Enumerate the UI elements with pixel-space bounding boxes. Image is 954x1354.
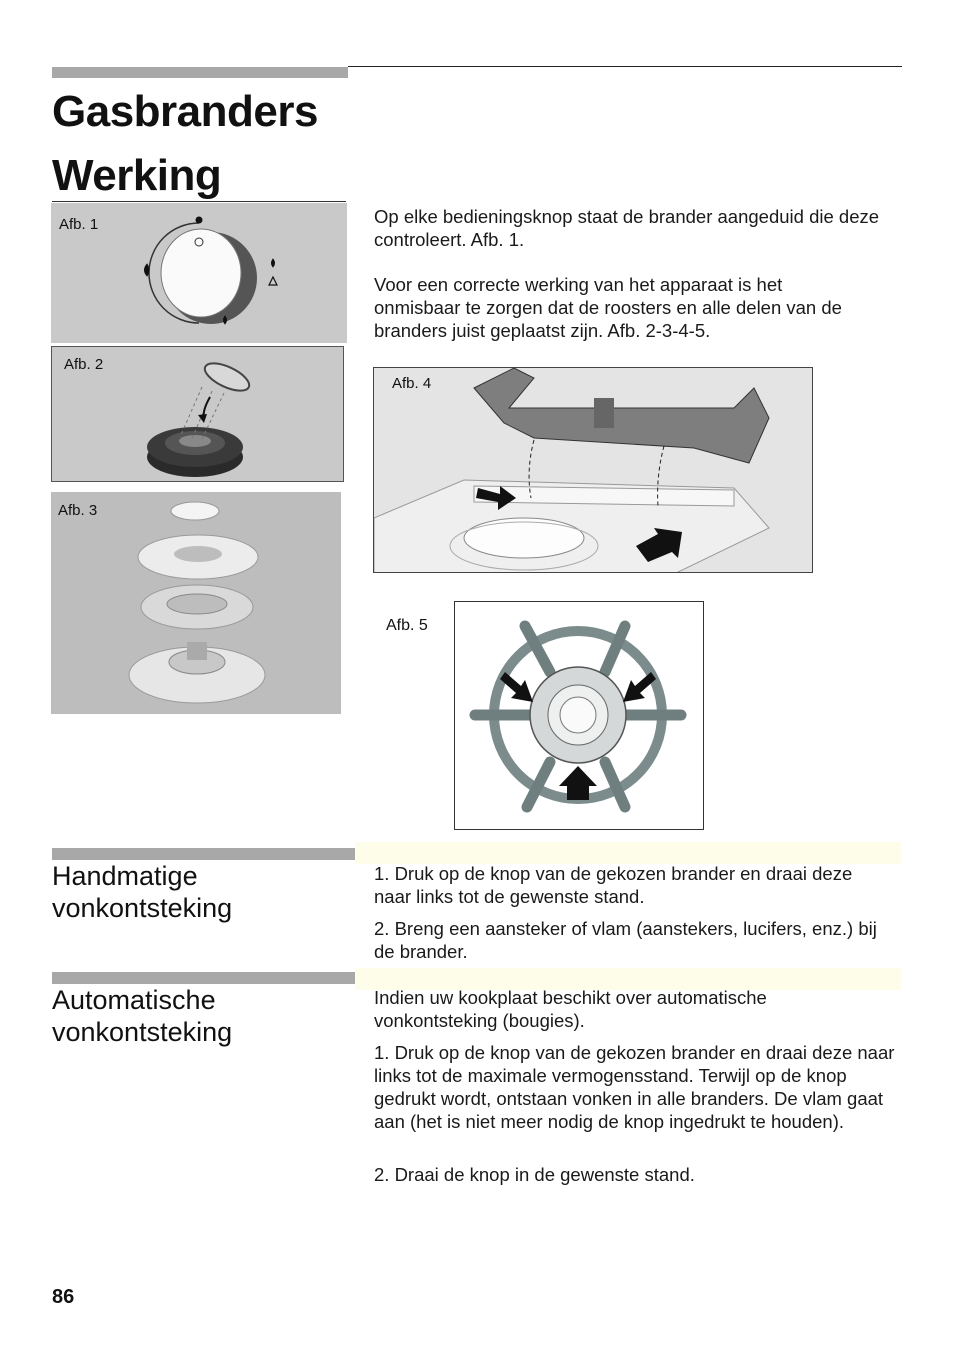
automatic-intro: Indien uw kookplaat beschikt over automatische vonkontsteking (bougies). (374, 987, 767, 1031)
grid-placement-illustration (374, 368, 813, 573)
intro-paragraph-2: Voor een correcte werking van het apparaat is het onmisbaar te zorgen dat de roosters en alle delen van de branders juist geplaatst zijn. Afb. 2-3-4-5. (374, 274, 842, 341)
figure-afb-5 (454, 601, 704, 830)
manual-step-2: 2. Breng een aansteker of vlam (aanstekers, lucifers, enz.) bij de brander. (374, 918, 877, 962)
page-title: Gasbranders (52, 87, 318, 136)
figure-label-afb-5: Afb. 5 (386, 617, 428, 634)
title-underline (52, 201, 346, 202)
exploded-burner-illustration (51, 492, 341, 714)
intro-paragraph-1: Op elke bedieningsknop staat de brander aangeduid die deze controleert. Afb. 1. (374, 206, 880, 250)
automatic-step-2: 2. Draai de knop in de gewenste stand. (374, 1164, 695, 1185)
figure-afb-2 (51, 346, 344, 482)
header-rule (348, 66, 902, 67)
heading-automatic-ignition: Automatische vonkontsteking (52, 985, 233, 1047)
figure-label: Afb. 2 (64, 356, 104, 373)
grid-top-view-illustration (455, 602, 703, 829)
figure-afb-3 (51, 492, 341, 714)
manual-step-1: 1. Druk op de knop van de gekozen brander en draai deze naar links tot de gewenste stand. (374, 863, 853, 907)
figure-label: Afb. 3 (58, 502, 98, 519)
page-number: 86 (52, 1286, 75, 1308)
header-grey-bar (52, 67, 348, 78)
figure-afb-1 (51, 203, 347, 343)
section-tint-manual (355, 842, 901, 864)
figure-afb-4 (373, 367, 813, 573)
figure-label: Afb. 1 (59, 216, 99, 233)
automatic-step-1: 1. Druk op de knop van de gekozen brander en draai deze naar links tot de maximale vermogensstand. Terwijl op de knop gedrukt wordt, ontstaan vonken in alle branders. De vlam gaat aan (het is niet meer nodig de knop ingedrukt te houden). (374, 1042, 895, 1132)
section-bar-manual (52, 848, 355, 860)
heading-manual-ignition: Handmatige vonkontsteking (52, 861, 233, 923)
section-title: Werking (52, 151, 222, 200)
figure-label: Afb. 4 (392, 375, 432, 392)
section-bar-automatic (52, 972, 355, 984)
